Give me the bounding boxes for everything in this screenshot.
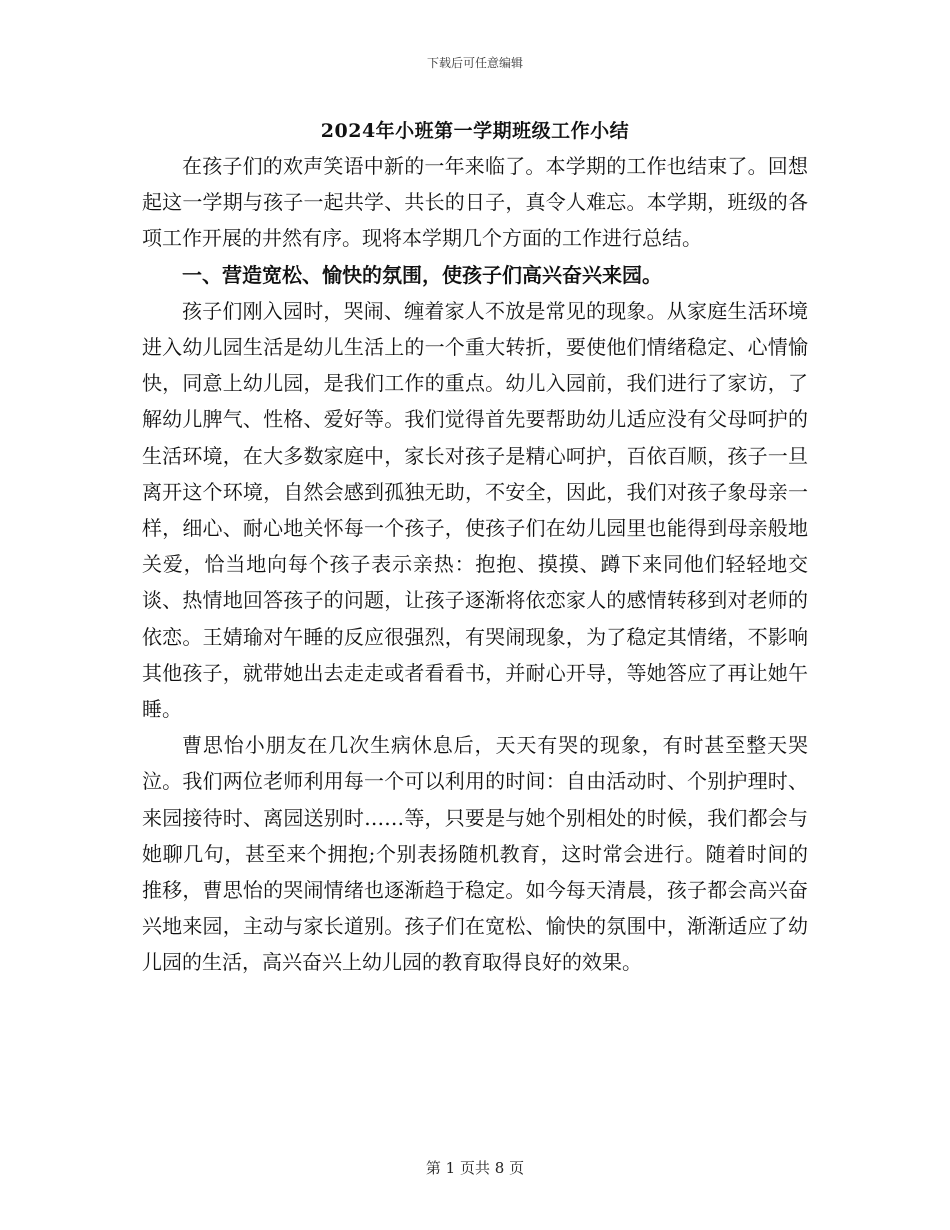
body-paragraph: 孩子们刚入园时，哭闹、缠着家人不放是常见的现象。从家庭生活环境进入幼儿园生活是幼儿生活上的一个重大转折，要使他们情绪稳定、心情愉快，同意上幼儿园，是我们工作的重点。幼儿入园前，我们进行了家访，了解幼儿脾气、性格、爱好等。我们觉得首先要帮助幼儿适应没有父母呵护的生活环境，在大多数家庭中，家长对孩子是精心呵护，百依百顺，孩子一旦离开这个环境，自然会感到孤独无助，不安全，因此，我们对孩子象母亲一样，细心、耐心地关怀每一个孩子，使孩子们在幼儿园里也能得到母亲般地关爱，恰当地向每个孩子表示亲热：抱抱、摸摸、蹲下来同他们轻轻地交谈、热情地回答孩子的问题，让孩子逐渐将依恋家人的感情转移到对老师的依恋。王婧瑜对午睡的反应很强烈，有哭闹现象，为了稳定其情绪，不影响其他孩子，就带她出去走走或者看看书，并耐心开导，等她答应了再让她午睡。 — [142, 298, 808, 722]
section-heading: 一、营造宽松、愉快的氛围，使孩子们高兴奋兴来园。 — [182, 262, 662, 287]
document-body — [142, 148, 808, 981]
intro-paragraph: 在孩子们的欢声笑语中新的一年来临了。本学期的工作也结束了。回想起这一学期与孩子一起共学、共长的日子，真令人难忘。本学期，班级的各项工作开展的井然有序。现将本学期几个方面的工作进行总结。 — [142, 154, 808, 251]
header-note: 下载后可任意编辑 — [426, 56, 523, 70]
body-paragraph: 曹思怡小朋友在几次生病休息后，天天有哭的现象，有时甚至整天哭泣。我们两位老师利用每一个可以利用的时间：自由活动时、个别护理时、来园接待时、离园送别时……等，只要是与她个别相处的时候，我们都会与她聊几句，甚至来个拥抱;个别表扬随机教育，这时常会进行。随着时间的推移，曹思怡的哭闹情绪也逐渐趋于稳定。如今每天清晨，孩子都会高兴奋兴地来园，主动与家长道别。孩子们在宽松、愉快的氛围中，渐渐适应了幼儿园的生活，高兴奋兴上幼儿园的教育取得良好的效果。 — [142, 733, 808, 975]
page-footer: 第 1 页共 8 页 — [425, 1159, 525, 1177]
document-title: 2024年小班第一学期班级工作小结 — [320, 120, 630, 142]
